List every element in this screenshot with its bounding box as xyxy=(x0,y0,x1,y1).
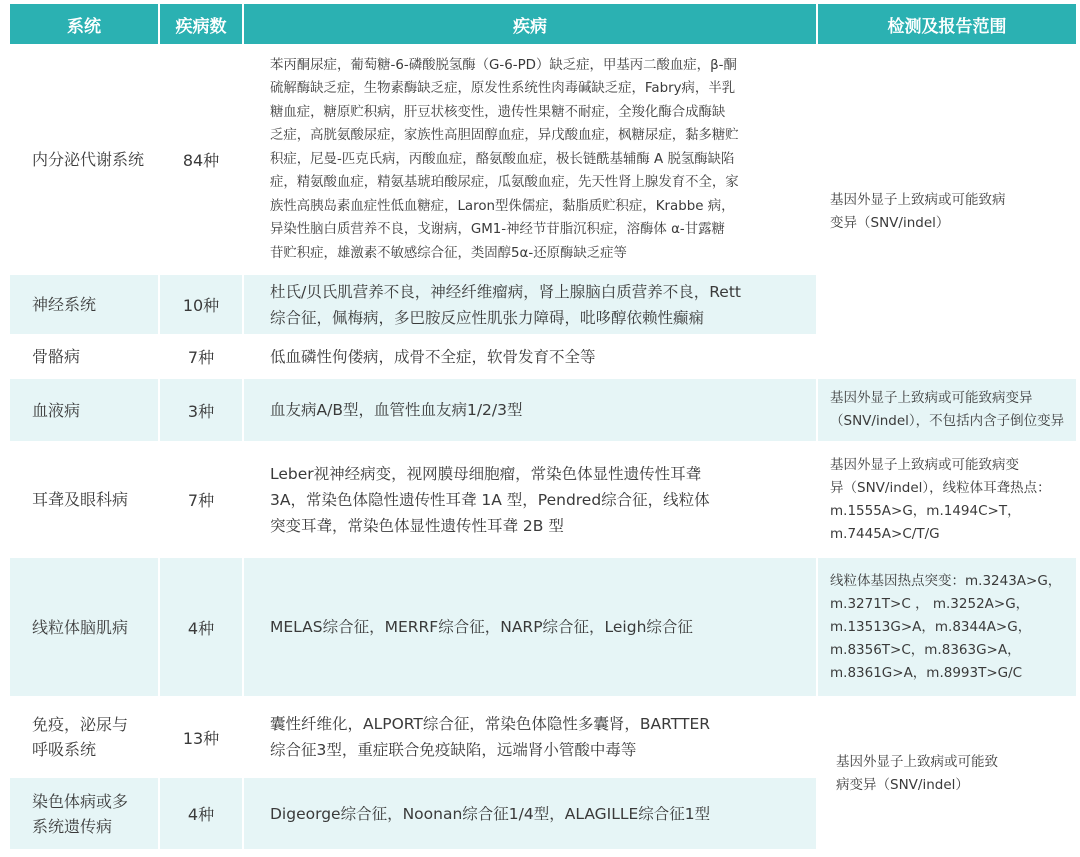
header-system: 系统 xyxy=(10,4,158,44)
row-diseases-immune: 囊性纤维化，ALPORT综合征，常染色体隐性多囊肾，BARTTER 综合征3型，重症联合免疫缺陷，远端肾小管酸中毒等 xyxy=(244,698,816,776)
row-system-neuro: 神经系统 xyxy=(10,275,158,334)
row-count-mito: 4种 xyxy=(160,558,242,696)
row-system-ear-eye: 耳聋及眼科病 xyxy=(10,443,158,556)
row-count-immune: 13种 xyxy=(160,698,242,776)
row-diseases-neuro: 杜氏/贝氏肌营养不良，神经纤维瘤病，肾上腺脑白质营养不良，Rett 综合征，佩梅病，多巴胺反应性肌张力障碍，吡哆醇依赖性癫痫 xyxy=(244,275,816,334)
row-system-endocrine: 内分泌代谢系统 xyxy=(10,46,158,273)
range-cell-4: 线粒体基因热点突变：m.3243A>G， m.3271T>C ， m.3252A>G， m.13513G>A，m.8344A>G， m.8356T>C，m.8363G>A， m.8361G>A，m.8993T>G/C xyxy=(818,558,1076,696)
row-system-bone: 骨骼病 xyxy=(10,336,158,377)
row-count-bone: 7种 xyxy=(160,336,242,377)
row-diseases-ear-eye: Leber视神经病变，视网膜母细胞瘤，常染色体显性遗传性耳聋 3A，常染色体隐性遗传性耳聋 1A 型，Pendred综合征，线粒体 突变耳聋，常染色体显性遗传性耳聋 2B 型 xyxy=(244,443,816,556)
row-diseases-bone: 低血磷性佝偻病，成骨不全症，软骨发育不全等 xyxy=(244,336,816,377)
row-count-ear-eye: 7种 xyxy=(160,443,242,556)
header-count: 疾病数 xyxy=(160,4,242,44)
row-system-chromosome: 染色体病或多 系统遗传病 xyxy=(10,778,158,849)
row-system-mito: 线粒体脑肌病 xyxy=(10,558,158,696)
header-range: 检测及报告范围 xyxy=(818,4,1076,44)
row-count-blood: 3种 xyxy=(160,379,242,441)
row-system-blood: 血液病 xyxy=(10,379,158,441)
range-cell-3: 基因外显子上致病或可能致病变 异（SNV/indel），线粒体耳聋热点： m.1555A>G，m.1494C>T， m.7445A>C/T/G xyxy=(818,443,1076,556)
range-cell-1: 基因外显子上致病或可能致病 变异（SNV/indel） xyxy=(818,46,1076,377)
row-diseases-mito: MELAS综合征，MERRF综合征，NARP综合征，Leigh综合征 xyxy=(244,558,816,696)
range-cell-2: 基因外显子上致病或可能致病变异 （SNV/indel），不包括内含子倒位变异 xyxy=(818,379,1076,441)
row-diseases-endocrine: 苯丙酮尿症，葡萄糖-6-磷酸脱氢酶（G-6-PD）缺乏症，甲基丙二酸血症，β-酮 硫解酶缺乏症，生物素酶缺乏症，原发性系统性肉毒碱缺乏症，Fabry病，半乳 糖血症，糖原贮积病，肝豆状核变性，遗传性果糖不耐症，全羧化酶合成酶缺 乏症，高胱氨酸尿症，家族性高胆固醇血症，异戊酸血症，枫糖尿症，黏多糖贮 积症，尼曼-匹克氏病，丙酸血症，酪氨酸血症，极长链酰基辅酶 A 脱氢酶缺陷 症，精氨酸血症，精氨基琥珀酸尿症，瓜氨酸血症，先天性肾上腺发育不全，家 族性高胰岛素血症性低血糖症，Laron型侏儒症，黏脂质贮积症，Krabbe 病， 异染性脑白质营养不良，戈谢病，GM1-神经节苷脂沉积症，溶酶体 α-甘露糖 苷贮积症，雄激素不敏感综合征，类固醇5α-还原酶缺乏症等 xyxy=(244,46,816,273)
row-diseases-blood: 血友病A/B型，血管性血友病1/2/3型 xyxy=(244,379,816,441)
range-cell-5: 基因外显子上致病或可能致 病变异（SNV/indel） xyxy=(818,698,1076,849)
row-diseases-chromosome: Digeorge综合征，Noonan综合征1/4型，ALAGILLE综合征1型 xyxy=(244,778,816,849)
row-count-chromosome: 4种 xyxy=(160,778,242,849)
row-count-neuro: 10种 xyxy=(160,275,242,334)
row-system-immune: 免疫，泌尿与 呼吸系统 xyxy=(10,698,158,776)
header-diseases: 疾病 xyxy=(244,4,816,44)
row-count-endocrine: 84种 xyxy=(160,46,242,273)
